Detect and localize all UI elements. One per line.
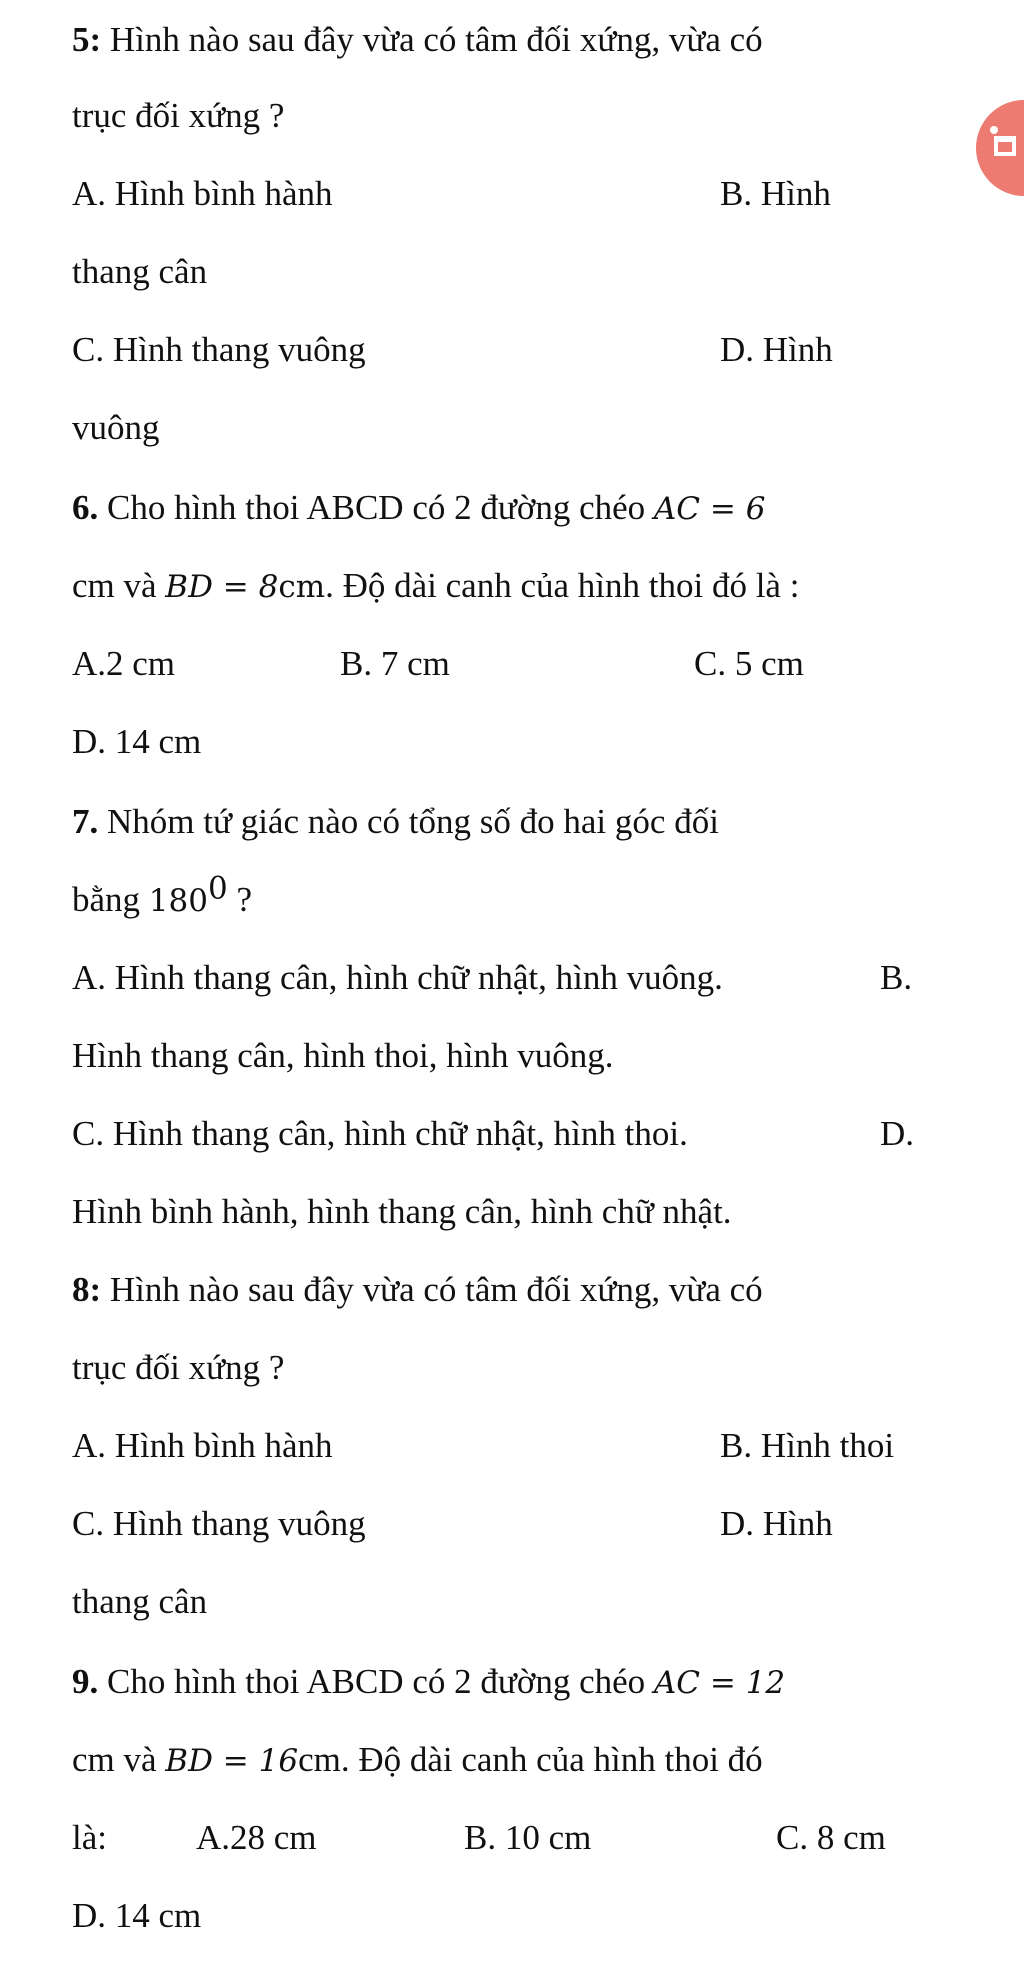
q9-stem-line-1: 9. Cho hình thoi ABCD có 2 đường chéo AC = 12 <box>72 1662 786 1701</box>
q6-option-b: B. 7 cm <box>340 644 450 683</box>
q7-stem-line-2: bằng $180^0$ ? <box>72 870 252 919</box>
q7-option-d-cont: Hình bình hành, hình thang cân, hình chữ nhật. <box>72 1192 732 1231</box>
q7-option-c: C. Hình thang cân, hình chữ nhật, hình thoi. <box>72 1114 688 1153</box>
q6-ac-formula: AC = 6 <box>653 491 766 527</box>
q9-number: 9. <box>72 1662 99 1701</box>
q7-angle-value: 180 <box>148 883 208 919</box>
q5-option-b: B. Hình <box>720 174 831 213</box>
q6-option-c: C. 5 cm <box>694 644 804 683</box>
q8-option-d-cont: thang cân <box>72 1582 208 1621</box>
q5-option-d: D. Hình <box>720 330 833 369</box>
q9-option-a: A.28 cm <box>196 1818 317 1857</box>
q6-option-d: D. 14 cm <box>72 722 202 761</box>
q8-number: 8: <box>72 1270 102 1309</box>
q5-option-d-cont: vuông <box>72 408 160 447</box>
q6-option-a: A.2 cm <box>72 644 176 683</box>
dot-icon <box>990 126 998 134</box>
floating-action-button[interactable] <box>976 100 1024 196</box>
q6-stem-line-1: 6. Cho hình thoi ABCD có 2 đường chéo AC = 6 <box>72 488 766 527</box>
q7-degree-sup: 0 <box>207 870 228 907</box>
q7-option-b-cont: Hình thang cân, hình thoi, hình vuông. <box>72 1036 614 1075</box>
q8-stem-line-1: 8: Hình nào sau đây vừa có tâm đối xứng, vừa có <box>72 1270 763 1309</box>
q9-la-label: là: <box>72 1818 107 1857</box>
q8-option-d: D. Hình <box>720 1504 833 1543</box>
q9-stem-line-2: cm và BD = 16cm. Độ dài canh của hình thoi đó <box>72 1740 763 1779</box>
q6-bd-formula: BD = 8 <box>165 569 279 605</box>
q7-stem-line-1: 7. Nhóm tứ giác nào có tổng số đo hai góc đối <box>72 802 719 841</box>
q8-option-c: C. Hình thang vuông <box>72 1504 366 1543</box>
q9-option-c: C. 8 cm <box>776 1818 886 1857</box>
q6-number: 6. <box>72 488 99 527</box>
q8-stem-line-2: trục đối xứng ? <box>72 1348 285 1387</box>
q7-option-b: B. <box>880 958 913 997</box>
q5-option-b-cont: thang cân <box>72 252 208 291</box>
note-icon <box>994 136 1016 156</box>
q9-option-d: D. 14 cm <box>72 1896 202 1935</box>
q9-option-b: B. 10 cm <box>464 1818 592 1857</box>
q8-option-b: B. Hình thoi <box>720 1426 895 1465</box>
q5-stem-line-1: 5: Hình nào sau đây vừa có tâm đối xứng, vừa có <box>72 20 763 59</box>
q6-stem-line-2: cm và BD = 8cm. Độ dài canh của hình thoi đó là : <box>72 566 800 605</box>
q5-option-a: A. Hình bình hành <box>72 174 333 213</box>
q7-option-d: D. <box>880 1114 915 1153</box>
q6-bd-unit: cm <box>278 569 326 605</box>
q9-bd-formula: BD = 16 <box>165 1743 299 1779</box>
q8-option-a: A. Hình bình hành <box>72 1426 333 1465</box>
q5-number: 5: <box>72 20 102 59</box>
q7-number: 7. <box>72 802 99 841</box>
q7-option-a: A. Hình thang cân, hình chữ nhật, hình vuông. <box>72 958 723 997</box>
q5-stem-line-2: trục đối xứng ? <box>72 96 285 135</box>
q9-ac-formula: AC = 12 <box>653 1665 786 1701</box>
q5-option-c: C. Hình thang vuông <box>72 330 366 369</box>
